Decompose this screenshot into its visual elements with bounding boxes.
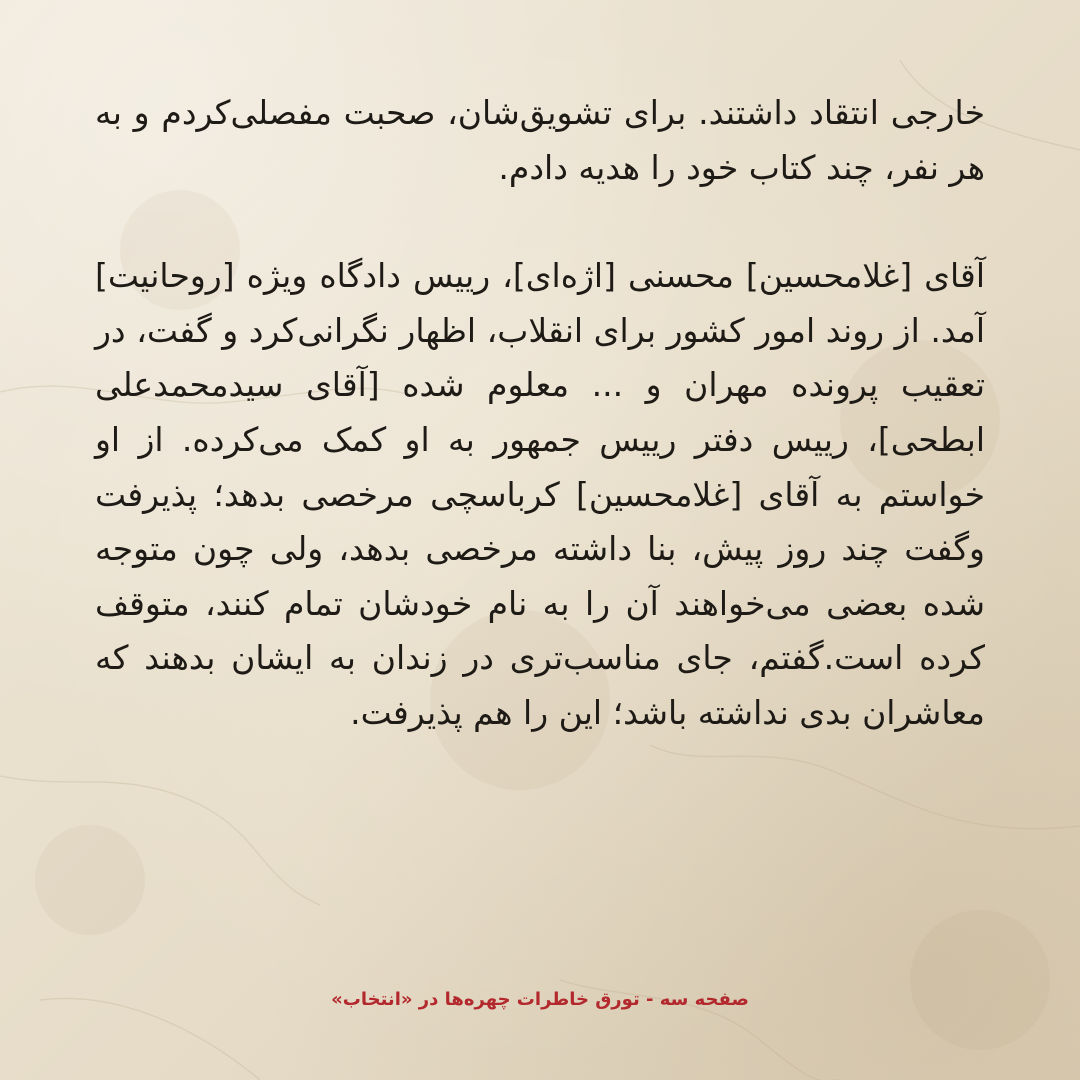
document-page	[95, 86, 985, 966]
paragraph-intro: خارجی انتقاد داشتند. برای تشویق‌شان، صحبت مفصلی‌کردم و به هر نفر، چند کتاب خود را هدیه دادم.	[95, 93, 985, 187]
source-caption: صفحه سه - تورق خاطرات چهره‌ها در «انتخاب»	[331, 989, 749, 1010]
paragraph-main: آقای [غلامحسین] محسنی [اژه‌ای]، رییس دادگاه ویژه [روحانیت] آمد. از روند امور کشور برای انقلاب، اظهار نگرانی‌کرد و گفت، در تعقیب پرونده مهران و ... معلوم شده [آقای سیدمحمدعلی ابطحی]، رییس دفتر رییس جمهور به او کمک می‌کرده. از او خواستم به آقای [غلامحسین] کرباسچی مرخصی بدهد؛ پذیرفت وگفت چند روز پیش، بنا داشته مرخصی بدهد، ولی چون متوجه شده بعضی می‌خواهند آن را به نام خودشان تمام کنند، متوقف کرده است.گفتم، جای مناسب‌تری در زندان به ایشان بدهند که معاشران بدی نداشته باشد؛ این را هم پذیرفت.	[95, 256, 985, 732]
